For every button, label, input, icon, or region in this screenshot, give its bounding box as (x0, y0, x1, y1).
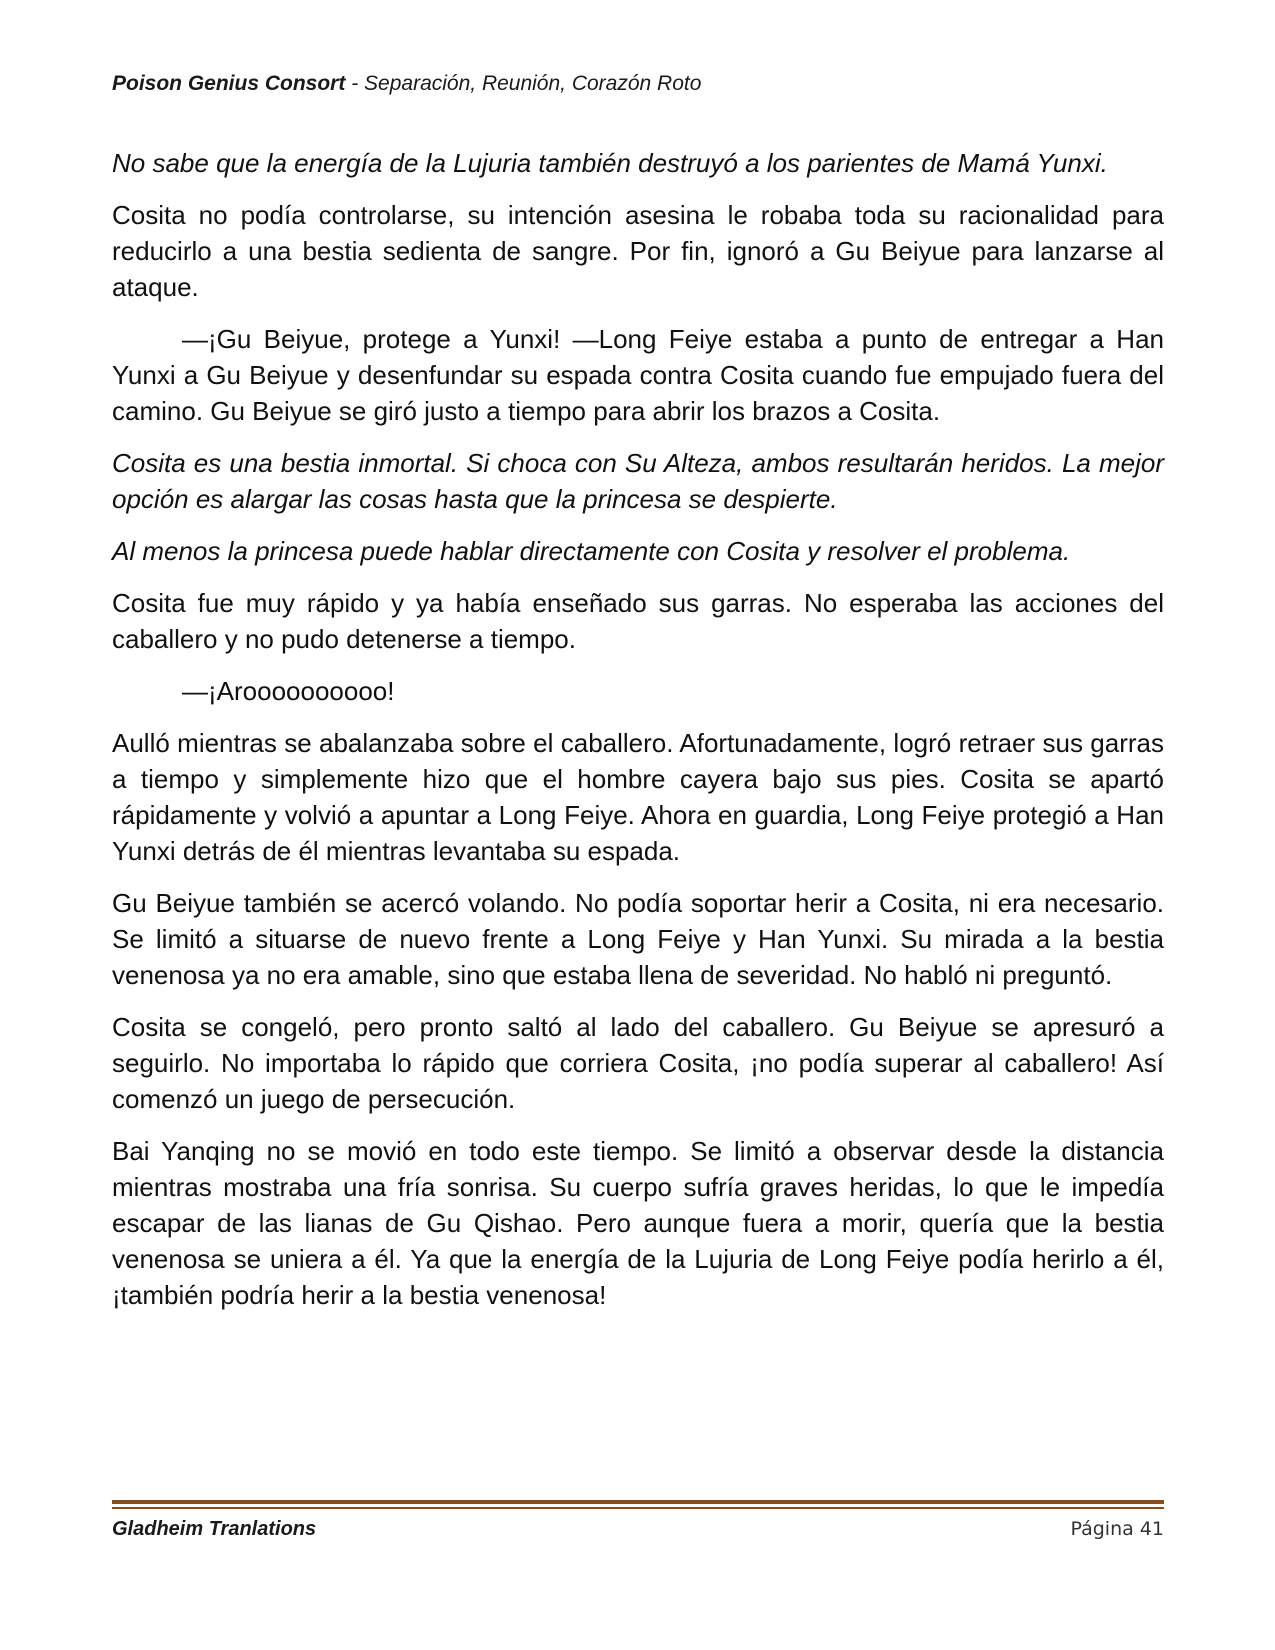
body-text (112, 145, 1164, 1329)
publisher-name: Gladheim Tranlations (112, 1518, 317, 1540)
page-number: Página 41 (1070, 1518, 1164, 1540)
paragraph: Gu Beiyue también se acercó volando. No podía soportar herir a Cosita, ni era necesario. Se limitó a situarse de nuevo frente a Long Feiye y Han Yunxi. Su mirada a la bestia venenosa ya no era amable, sino que estaba llena de severidad. No habló ni preguntó. (112, 888, 1164, 990)
paragraph: Cosita se congeló, pero pronto saltó al lado del caballero. Gu Beiyue se apresuró a seguirlo. No importaba lo rápido que corriera Cosita, ¡no podía superar al caballero! Así comenzó un juego de persecución. (112, 1012, 1164, 1114)
book-title: Poison Genius Consort (112, 72, 346, 95)
paragraph: Cosita no podía controlarse, su intención asesina le robaba toda su racionalidad para reducirlo a una bestia sedienta de sangre. Por fin, ignoró a Gu Beiyue para lanzarse al ataque. (112, 200, 1164, 302)
page-header (112, 72, 701, 96)
footer-divider-thick (112, 1500, 1164, 1504)
paragraph: Bai Yanqing no se movió en todo este tiempo. Se limitó a observar desde la distancia mientras mostraba una fría sonrisa. Su cuerpo sufría graves heridas, lo que le impedía escapar de las lianas de Gu Qishao. Pero aunque fuera a morir, quería que la bestia venenosa se uniera a él. Ya que la energía de la Lujuria de Long Feiye podía herirlo a él, ¡también podría herir a la bestia venenosa! (112, 1136, 1164, 1310)
paragraph: Cosita fue muy rápido y ya había enseñado sus garras. No esperaba las acciones del caballero y no pudo detenerse a tiempo. (112, 588, 1164, 654)
footer-divider-thin (112, 1507, 1164, 1509)
dialogue-paragraph: —¡Aroooooooooo! (182, 676, 395, 706)
paragraph: Cosita es una bestia inmortal. Si choca con Su Alteza, ambos resultarán heridos. La mejor opción es alargar las cosas hasta que la princesa se despierte. (112, 448, 1164, 514)
dialogue-paragraph: —¡Gu Beiyue, protege a Yunxi! —Long Feiye estaba a punto de entregar a Han Yunxi a Gu Beiyue y desenfundar su espada contra Cosita cuando fue empujado fuera del camino. Gu Beiyue se giró justo a tiempo para abrir los brazos a Cosita. (112, 324, 1164, 426)
header-separator: - (345, 72, 365, 95)
paragraph: No sabe que la energía de la Lujuria también destruyó a los parientes de Mamá Yunxi. (112, 148, 1108, 178)
paragraph: Al menos la princesa puede hablar directamente con Cosita y resolver el problema. (112, 536, 1071, 566)
chapter-title: Separación, Reunión, Corazón Roto (364, 72, 702, 95)
paragraph: Aulló mientras se abalanzaba sobre el caballero. Afortunadamente, logró retraer sus garras a tiempo y simplemente hizo que el hombre cayera bajo sus pies. Cosita se apartó rápidamente y volvió a apuntar a Long Feiye. Ahora en guardia, Long Feiye protegió a Han Yunxi detrás de él mientras levantaba su espada. (112, 728, 1164, 866)
